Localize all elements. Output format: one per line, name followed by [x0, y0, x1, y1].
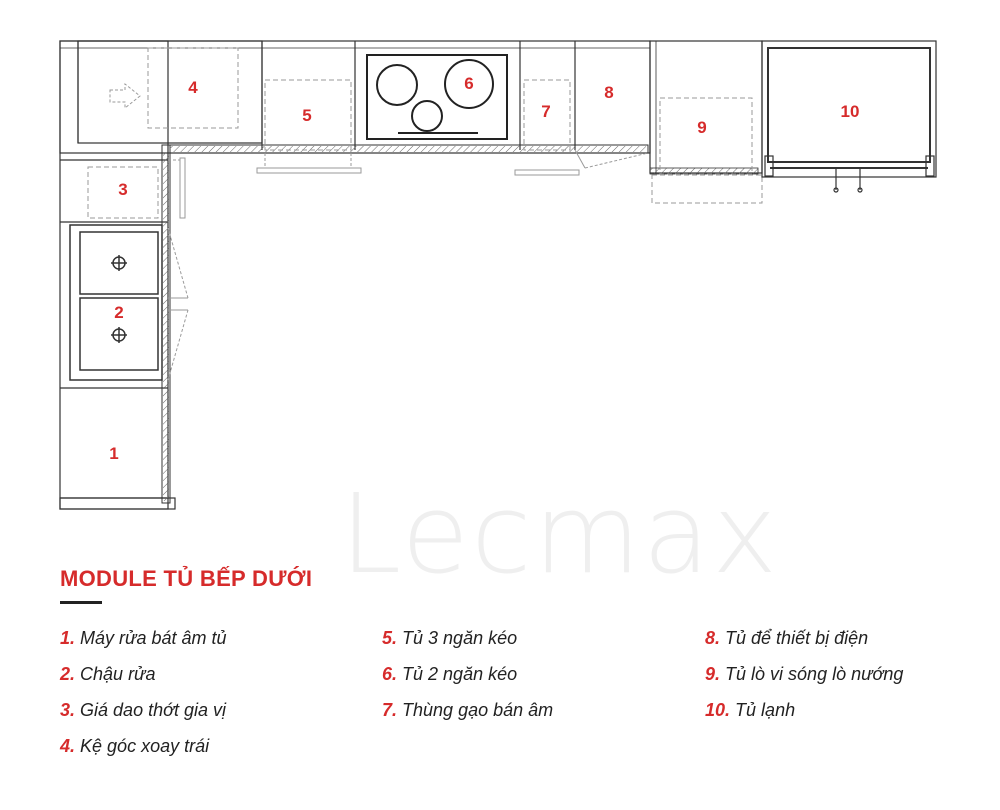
watermark-logo: Lecmax	[340, 470, 780, 598]
legend-item-2: 2. Chậu rửa	[60, 664, 156, 684]
cabinet-column-left	[60, 41, 168, 509]
plan-label-2: 2	[114, 303, 124, 322]
plan-label-1: 1	[109, 444, 119, 463]
legend-item-7: 7. Thùng gạo bán âm	[382, 700, 554, 720]
legend-item-8: 8. Tủ để thiết bị điện	[705, 628, 869, 648]
legend-item-4: 4. Kệ góc xoay trái	[60, 736, 210, 756]
plan-label-6: 6	[464, 74, 474, 93]
legend-item-5: 5. Tủ 3 ngăn kéo	[382, 628, 518, 648]
plan-label-10: 10	[840, 102, 860, 121]
plan-label-4: 4	[188, 78, 198, 97]
section-title: MODULE TỦ BẾP DƯỚI	[60, 566, 313, 591]
plan-label-5: 5	[302, 106, 312, 125]
plan-label-8: 8	[604, 83, 614, 102]
cooktop-icon	[367, 55, 507, 139]
legend-item-9: 9. Tủ lò vi sóng lò nướng	[705, 664, 904, 684]
arrow-right-icon	[110, 84, 140, 108]
legend-item-6: 6. Tủ 2 ngăn kéo	[382, 664, 518, 684]
legend-item-10: 10. Tủ lạnh	[705, 700, 796, 720]
plan-label-3: 3	[118, 180, 128, 199]
legend-item-1: 1. Máy rửa bát âm tủ	[60, 628, 227, 648]
oven-cabinet	[650, 41, 762, 173]
plan-label-9: 9	[697, 118, 707, 137]
legend-item-3: 3. Giá dao thớt gia vị	[60, 700, 226, 720]
plan-label-7: 7	[541, 102, 551, 121]
title-underline	[60, 601, 102, 604]
